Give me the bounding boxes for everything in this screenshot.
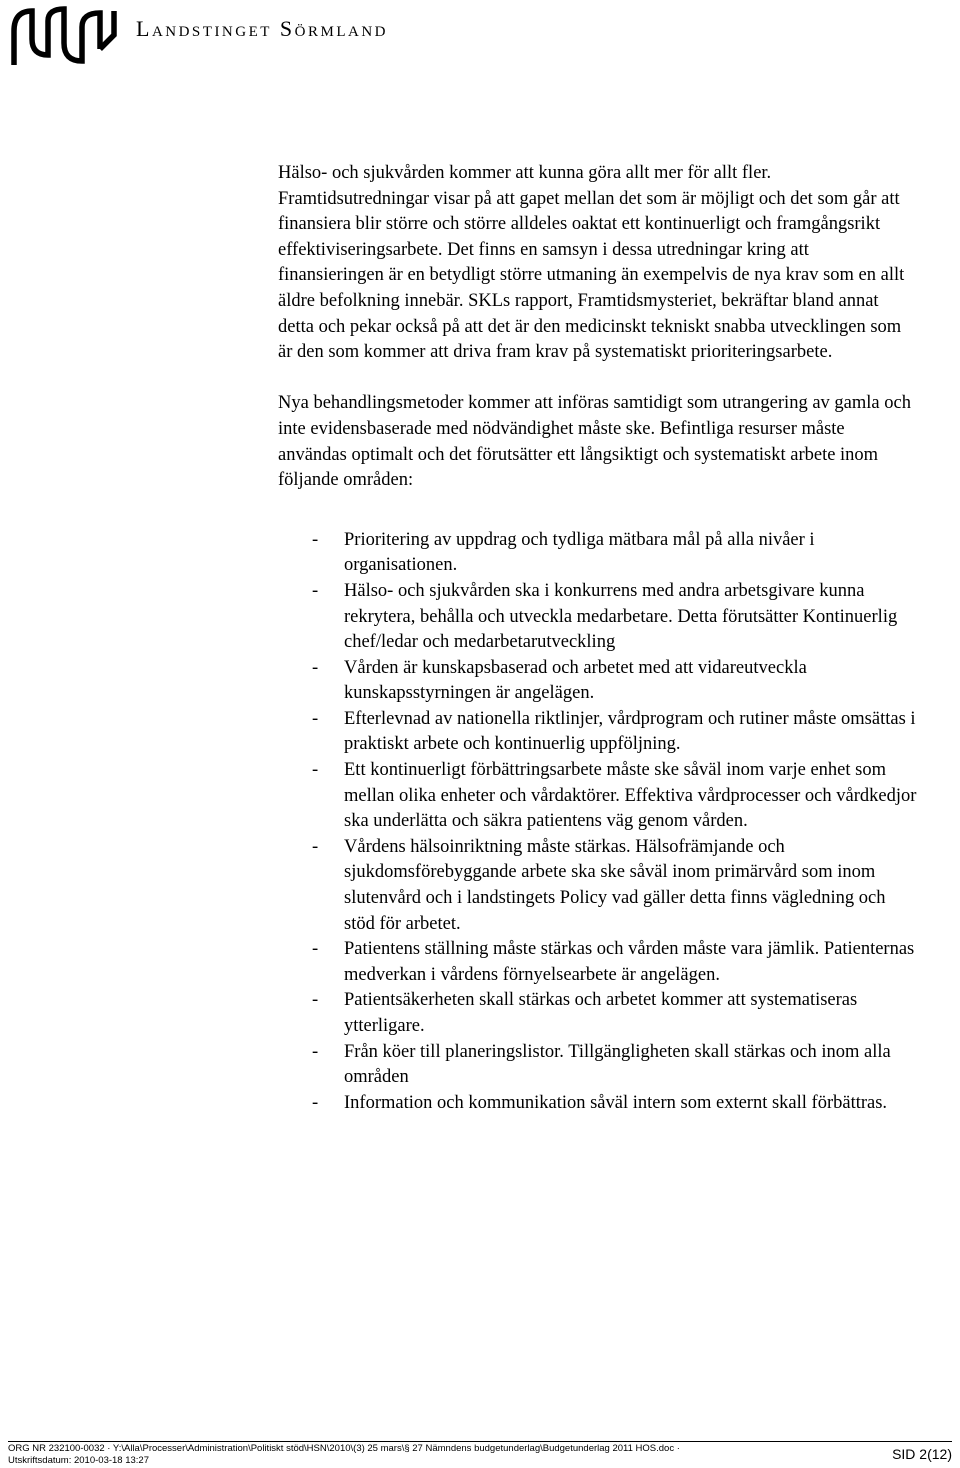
list-item (278, 988, 918, 1039)
list-item (278, 579, 918, 656)
page-footer (8, 1443, 952, 1467)
list-item-text: Patientens ställning måste stärkas och vården måste vara jämlik. Patienternas medverkan i vårdens förnyelsearbete är angelägen. (344, 939, 915, 985)
list-item (278, 835, 918, 937)
page-number: SID 2(12) (892, 1446, 952, 1462)
list-dash: - (312, 580, 319, 601)
list-dash: - (312, 708, 319, 729)
list-dash: - (312, 836, 319, 857)
list-item (278, 528, 918, 579)
list-item-text: Hälso- och sjukvården ska i konkurrens med andra arbetsgivare kunna rekrytera, behålla och utveckla medarbetare. Detta förutsätter Kontinuerlig chef/ledar och medarbetarutveckling (344, 580, 898, 653)
document-body (278, 161, 918, 1116)
focus-area-list (278, 528, 918, 1117)
list-dash: - (312, 1041, 319, 1062)
list-item (278, 937, 918, 988)
list-dash: - (312, 990, 319, 1011)
landstinget-logo-icon (8, 5, 120, 67)
list-dash: - (312, 529, 319, 550)
list-item (278, 1091, 918, 1117)
list-dash: - (312, 1092, 319, 1113)
list-item (278, 758, 918, 835)
list-item (278, 1040, 918, 1091)
list-dash: - (312, 760, 319, 781)
list-item (278, 656, 918, 707)
list-item-text: Vårdens hälsoinriktning måste stärkas. Hälsofrämjande och sjukdomsförebyggande arbete ska ske såväl inom primärvård som inom slutenvård och i landstingets Policy vad gäller detta finns vägledning och stöd för arbetet. (344, 836, 886, 934)
list-item (278, 707, 918, 758)
page-header (8, 4, 388, 68)
list-item-text: Efterlevnad av nationella riktlinjer, vårdprogram och rutiner måste omsättas i praktiskt arbete och kontinuerlig uppföljning. (344, 708, 916, 755)
list-item-text: Patientsäkerheten skall stärkas och arbetet kommer att systematiseras ytterligare. (344, 990, 858, 1036)
list-dash: - (312, 939, 319, 960)
list-item-text: Prioritering av uppdrag och tydliga mätbara mål på alla nivåer i organisationen. (344, 529, 815, 576)
list-dash: - (312, 657, 319, 678)
footer-print-date: Utskriftsdatum: 2010-03-18 13:27 (8, 1455, 149, 1466)
list-item-text: Från köer till planeringslistor. Tillgängligheten skall stärkas och inom alla områden (344, 1041, 891, 1088)
list-item-text: Information och kommunikation såväl intern som externt skall förbättras. (344, 1092, 888, 1113)
paragraph: Hälso- och sjukvården kommer att kunna göra allt mer för allt fler. Framtidsutredningar visar på att gapet mellan det som är möjligt och det som går att finansiera blir större och större alldeles oaktat ett kontinuerligt och framgångsrikt effektiviseringsarbete. Det finns en samsyn i dessa utredningar kring att finansieringen är en betydligt större utmaning än exempelvis de nya krav som en allt äldre befolkning innebär. SKLs rapport, Framtidsmysteriet, bekräftar bland annat detta och pekar också på att det är den medicinskt tekniskt snabba utvecklingen som är den som kommer att driva fram krav på systematiskt prioriteringsarbete. (278, 163, 905, 363)
footer-divider (8, 1441, 952, 1442)
paragraph: Nya behandlingsmetoder kommer att införas samtidigt som utrangering av gamla och inte evidensbaserade med nödvändighet måste ske. Befintliga resurser måste användas optimalt och det förutsätter ett långsiktigt och systematiskt arbete inom följande områden: (278, 393, 911, 491)
organization-name: Landstinget Sörmland (136, 16, 388, 41)
list-item-text: Ett kontinuerligt förbättringsarbete måste ske såväl inom varje enhet som mellan olika enheter och vårdaktörer. Effektiva vårdprocesser och vårdkedjor ska underlätta och säkra patientens väg genom vården. (344, 760, 917, 832)
list-item-text: Vården är kunskapsbaserad och arbetet med att vidareutveckla kunskapsstyrningen är angelägen. (344, 657, 807, 704)
footer-document-path: ORG NR 232100-0032 · Y:\Alla\Processer\Administration\Politiskt stöd\HSN\2010\(3) 25 mars\§ 27 Nämndens budgetunderlag\Budgetunderlag 2011 HOS.doc · (8, 1443, 680, 1454)
